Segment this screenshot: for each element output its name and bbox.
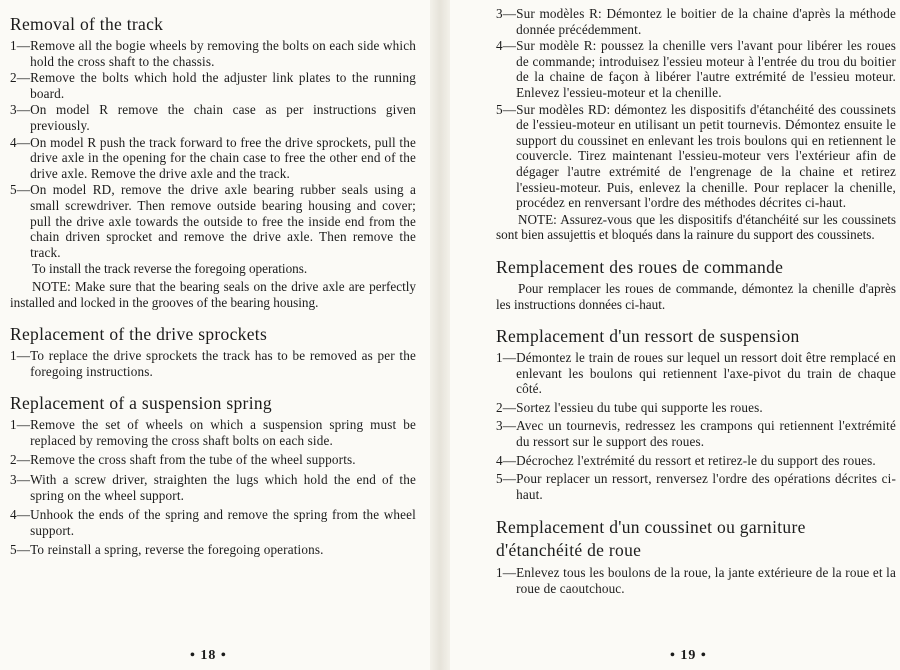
item-text: Sortez l'essieu du tube qui supporte les roues. [516,399,763,415]
section-title: Remplacement des roues de commande [496,256,784,277]
section-roues-de-commande [496,257,896,312]
section-title: Removal of the track [10,14,164,34]
item-text: Décrochez l'extrémité du ressort et retirez-le du support des roues. [516,452,876,468]
left-page [0,0,430,670]
item-number: 3— [496,6,517,21]
item-text: With a screw driver, straighten the lugs which hold the end of the spring on the wheel support. [30,472,416,503]
list-item [496,453,896,469]
list-item [10,70,416,101]
list-item [496,102,896,211]
item-number: 5— [496,471,517,487]
list-item [10,348,416,379]
note-paragraph: NOTE: Assurez-vous que les dispositifs d'étanchéité sur les coussinets sont bien assujettis et bloqués dans la rainure du support des coussinets. [496,211,896,243]
list-item [10,135,416,182]
book-gutter [430,0,450,670]
item-number: 1— [10,417,31,433]
item-text: Démontez le train de roues sur lequel un ressort doit être remplacé en enlevant les boulons qui retiennent l'axe-pivot du train de chaque côté. [516,350,896,397]
section-title: Remplacement d'un coussinet ou garniture d'étanchéité de roue [496,517,806,561]
section-suspension-spring [10,393,416,558]
item-number: 4— [496,452,517,468]
item-text: To replace the drive sprockets the track has to be removed as per the foregoing instructions. [30,348,416,379]
list-item [10,452,416,468]
list-item [496,350,896,397]
item-text: Sur modèle R: poussez la chenille vers l'avant pour libérer les roues de commande; introduisez l'essieu moteur à l'entrée du trou du boitier de la chaine de façon à libérer l'autre extrémité de l'essieu moteur. Enlevez l'essieu-moteur et la chenille. [516,38,896,100]
item-number: 1— [10,348,31,364]
item-text: Remove all the bogie wheels by removing the bolts on each side which hold the cross shaft to the chassis. [30,38,416,69]
list-item [10,507,416,538]
item-number: 5— [10,542,31,558]
item-text: On model RD, remove the drive axle bearing rubber seals using a small screwdriver. Then remove outside bearing housing and cover; pull the drive axle towards the outside to free the inside end from the chain driven sprocket and remove the drive axle. Then remove the track. [30,182,416,260]
page-number: • 18 • [190,648,227,663]
section-continued-track [496,6,896,243]
item-number: 3— [10,472,31,488]
item-text: Pour replacer un ressort, renversez l'ordre des opérations décrites ci-haut. [516,471,896,502]
section-removal-of-track [10,14,416,310]
paragraph: Pour remplacer les roues de commande, démontez la chenille d'après les instructions données ci-haut. [496,280,896,312]
item-text: Remove the cross shaft from the tube of the wheel supports. [30,452,356,468]
note-paragraph: NOTE: Make sure that the bearing seals on the drive axle are perfectly installed and locked in the grooves of the bearing housing. [10,278,416,310]
list-item [496,471,896,502]
list-item [10,417,416,448]
item-number: 1— [496,565,517,581]
item-text: Sur modèles RD: démontez les dispositifs d'étanchéité des coussinets de l'essieu-moteur en utilisant un petit tournevis. Démontez ensuite le support du coussinet en enlevant les trois boulons qui en retiennent le couvercle. Tirez maintenant l'essieu-moteur vers l'extérieur afin de dégager l'autre extrémité de l'engrenage de la chaine et retirez l'essieu-moteur. Puis, enlevez la chenille. Pour replacer la chenille, procédez en renversant l'ordre des méthodes décrites ci-haut. [516,101,896,211]
item-number: 2— [10,70,31,86]
section-drive-sprockets [10,324,416,379]
list-item [10,102,416,133]
item-text: Sur modèles R: Démontez le boitier de la chaine d'après la méthode donnée précédemment. [516,6,896,37]
list-item [496,418,896,449]
item-number: 4— [10,507,31,523]
list-item [10,38,416,69]
item-text: Remove the bolts which hold the adjuster link plates to the running board. [30,70,416,101]
page-number: • 19 • [670,648,707,663]
item-text: To reinstall a spring, reverse the foregoing operations. [30,542,324,558]
item-text: Remove the set of wheels on which a suspension spring must be replaced by removing the cross shaft bolts on each side. [30,417,416,448]
list-item [10,182,416,260]
list-item [10,542,416,558]
item-number: 2— [496,399,517,415]
list-item [496,565,896,596]
item-text: Unhook the ends of the spring and remove the spring from the wheel support. [30,507,416,538]
paragraph: To install the track reverse the foregoing operations. [32,261,308,277]
item-number: 4— [10,134,31,150]
list-item [496,38,896,100]
section-title: Replacement of the drive sprockets [10,324,268,345]
list-item [496,6,896,37]
item-text: On model R remove the chain case as per instructions given previously. [30,102,416,133]
list-item [10,472,416,503]
list-item [496,400,896,416]
item-number: 3— [10,102,31,118]
item-text: Avec un tournevis, redressez les crampons qui retiennent l'extrémité du ressort sur le support des roues. [516,418,896,450]
right-page [450,0,900,670]
item-number: 5— [496,101,517,117]
item-number: 4— [496,38,517,54]
section-ressort-de-suspension [496,326,896,502]
section-coussinet-de-roue [496,516,896,596]
item-text: Enlevez tous les boulons de la roue, la jante extérieure de la roue et la roue de caoutchouc. [516,565,896,597]
item-number: 1— [10,38,31,53]
item-number: 5— [10,182,31,198]
item-number: 1— [496,350,517,366]
item-number: 3— [496,418,517,434]
section-title: Replacement of a suspension spring [10,393,272,414]
item-number: 2— [10,452,31,468]
section-title: Remplacement d'un ressort de suspension [496,326,800,347]
item-text: On model R push the track forward to free the drive sprockets, pull the drive axle in the opening for the chain case to free the other end of the drive axle. Remove the drive axle and the track. [30,134,416,181]
